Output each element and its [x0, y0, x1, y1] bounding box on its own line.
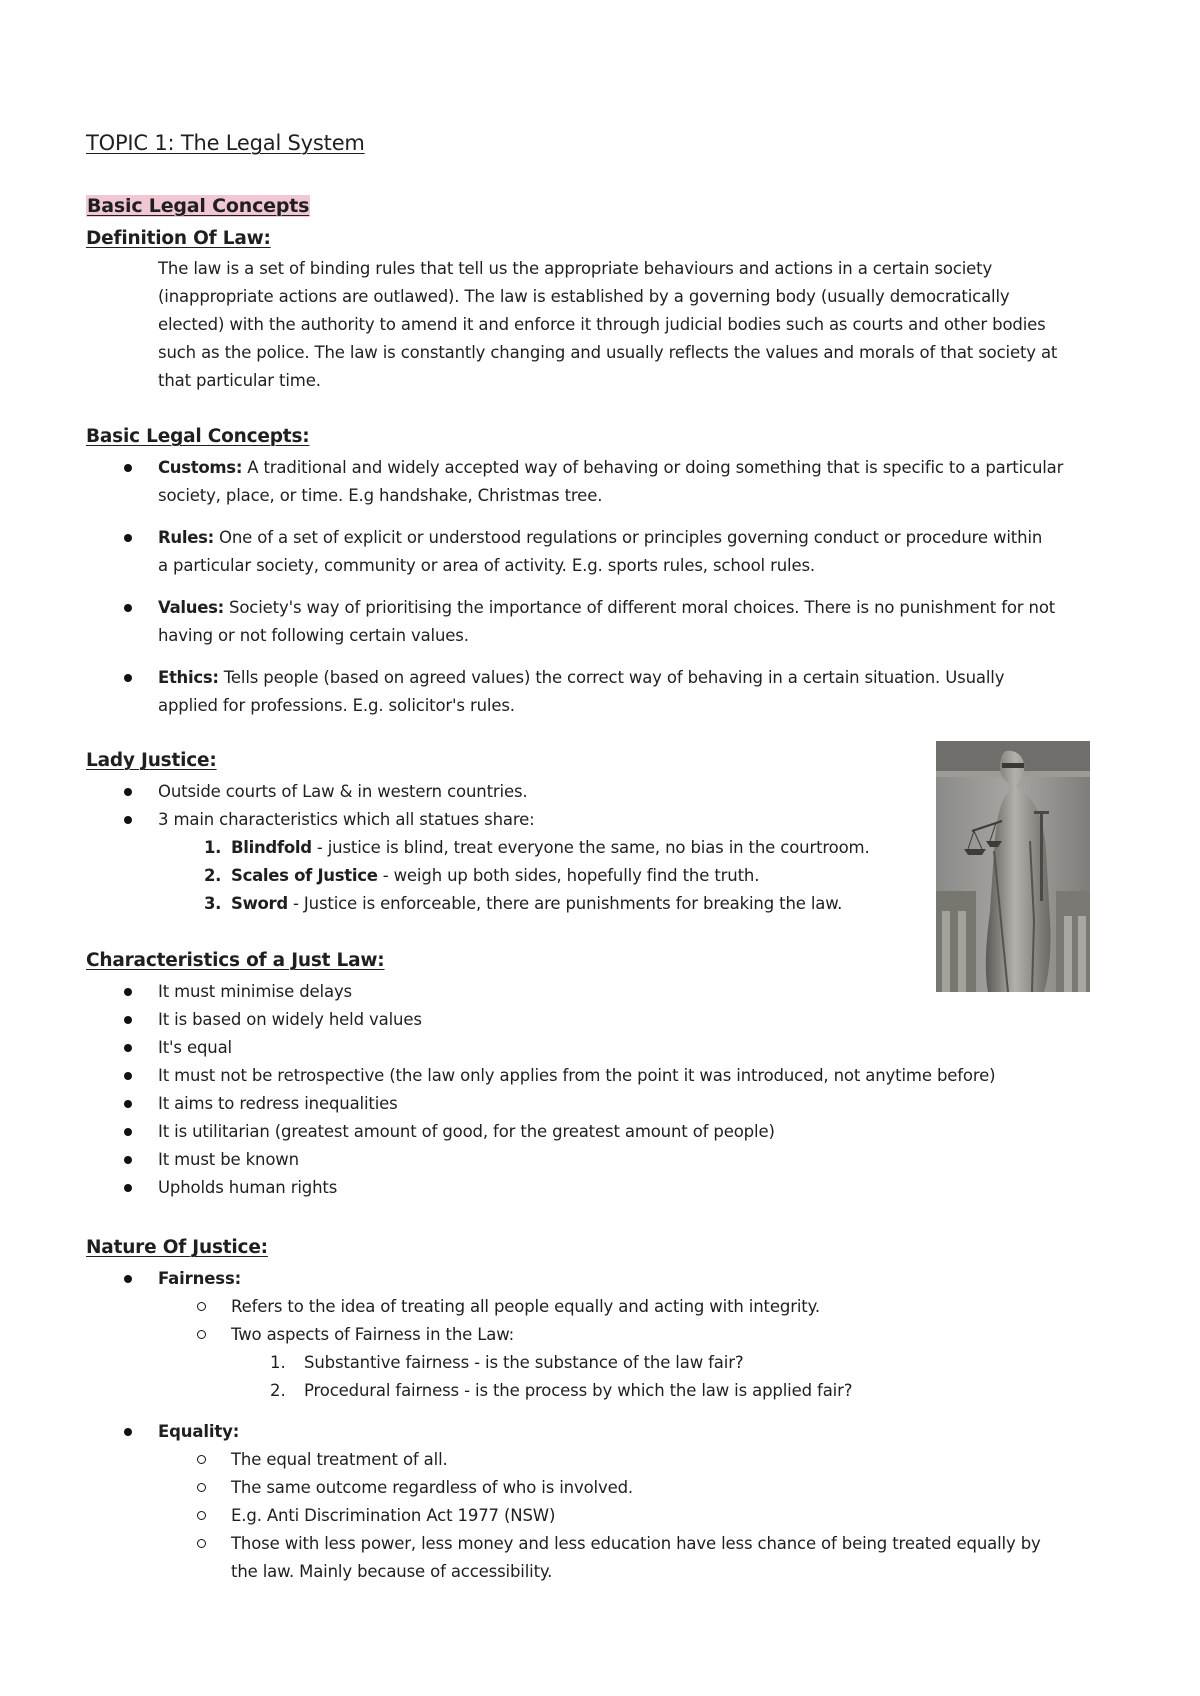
- concept-term: Customs:: [158, 458, 243, 477]
- concept-text-continued: applied for professions. E.g. solicitor's rules.: [158, 696, 515, 715]
- numbered-term: Substantive fairness: [304, 1353, 470, 1372]
- bullet-icon: [124, 1016, 132, 1024]
- equality-sub-item: The equal treatment of all.: [231, 1450, 448, 1469]
- lady-justice-numbered-item: [231, 890, 842, 918]
- equality-sub-item: E.g. Anti Discrimination Act 1977 (NSW): [231, 1506, 556, 1525]
- concepts-heading: Basic Legal Concepts:: [86, 426, 310, 447]
- bullet-icon: [124, 988, 132, 996]
- lady-justice-statue-photo: [936, 741, 1090, 992]
- bullet-icon: [124, 1128, 132, 1136]
- bullet-icon: [124, 1044, 132, 1052]
- bullet-icon: [124, 1156, 132, 1164]
- bullet-icon: [124, 674, 132, 682]
- definition-line: such as the police. The law is constantly changing and usually reflects the values and morals of that society at: [158, 343, 1058, 362]
- just-law-item: It is based on widely held values: [158, 1010, 422, 1029]
- bullet-icon: [124, 604, 132, 612]
- numbered-term: Procedural fairness: [304, 1381, 460, 1400]
- numbered-text: - weigh up both sides, hopefully find the truth.: [377, 866, 760, 885]
- fairness-numbered-item: [304, 1349, 743, 1377]
- lady-justice-bullet: 3 main characteristics which all statues share:: [158, 810, 535, 829]
- just-law-item: It must not be retrospective (the law only applies from the point it was introduced, not anytime before): [158, 1066, 996, 1085]
- fairness-sub-item: Refers to the idea of treating all people equally and acting with integrity.: [231, 1297, 820, 1316]
- section-heading: Basic Legal Concepts: [87, 195, 310, 217]
- just-law-item: It's equal: [158, 1038, 232, 1057]
- bullet-icon: [124, 816, 132, 824]
- concept-text: Society's way of prioritising the importance of different moral choices. There is no punishment for not: [223, 598, 1056, 617]
- list-number: 1.: [204, 838, 222, 857]
- equality-label: Equality:: [158, 1422, 240, 1441]
- bullet-icon: [124, 788, 132, 796]
- just-law-item: Upholds human rights: [158, 1178, 338, 1197]
- numbered-text: - Justice is enforceable, there are punishments for breaking the law.: [287, 894, 843, 913]
- bullet-icon: [124, 1275, 132, 1283]
- fairness-sub-item: Two aspects of Fairness in the Law:: [231, 1325, 515, 1344]
- just-law-heading: Characteristics of a Just Law:: [86, 950, 385, 971]
- bullet-icon: [124, 534, 132, 542]
- definition-heading: Definition Of Law:: [86, 228, 271, 249]
- concept-text: One of a set of explicit or understood regulations or principles governing conduct or procedure within: [213, 528, 1043, 547]
- lady-justice-numbered-item: [231, 834, 870, 862]
- equality-sub-item: Those with less power, less money and less education have less chance of being treated equally by: [231, 1534, 1041, 1553]
- concept-text-continued: society, place, or time. E.g handshake, Christmas tree.: [158, 486, 603, 505]
- definition-line: (inappropriate actions are outlawed). The law is established by a governing body (usually democratically: [158, 287, 1010, 306]
- equality-sub-item-continued: the law. Mainly because of accessibility.: [231, 1562, 553, 1581]
- fairness-label: Fairness:: [158, 1269, 242, 1288]
- numbered-text: - is the substance of the law fair?: [469, 1353, 744, 1372]
- circle-bullet-icon: [197, 1302, 206, 1311]
- concept-text-continued: a particular society, community or area of activity. E.g. sports rules, school rules.: [158, 556, 815, 575]
- lady-justice-bullet: Outside courts of Law & in western countries.: [158, 782, 528, 801]
- definition-paragraph: [158, 255, 1118, 395]
- definition-line: The law is a set of binding rules that tell us the appropriate behaviours and actions in a certain society: [158, 259, 993, 278]
- numbered-term: Blindfold: [231, 838, 312, 857]
- concept-text-continued: having or not following certain values.: [158, 626, 469, 645]
- numbered-text: - justice is blind, treat everyone the same, no bias in the courtroom.: [311, 838, 870, 857]
- concept-term: Values:: [158, 598, 224, 617]
- definition-line: that particular time.: [158, 371, 321, 390]
- bullet-icon: [124, 1100, 132, 1108]
- just-law-item: It is utilitarian (greatest amount of good, for the greatest amount of people): [158, 1122, 775, 1141]
- topic-title: TOPIC 1: The Legal System: [86, 131, 365, 155]
- numbered-text: - is the process by which the law is applied fair?: [459, 1381, 853, 1400]
- bullet-icon: [124, 1072, 132, 1080]
- concept-text: Tells people (based on agreed values) the correct way of behaving in a certain situation. Usually: [218, 668, 1005, 687]
- list-number: 1.: [270, 1353, 286, 1372]
- just-law-item: It must be known: [158, 1150, 299, 1169]
- concept-text: A traditional and widely accepted way of behaving or doing something that is specific to a particular: [242, 458, 1064, 477]
- concept-term: Ethics:: [158, 668, 219, 687]
- list-number: 2.: [270, 1381, 286, 1400]
- equality-sub-item: The same outcome regardless of who is involved.: [231, 1478, 634, 1497]
- bullet-icon: [124, 464, 132, 472]
- list-number: 3.: [204, 894, 222, 913]
- bullet-icon: [124, 1184, 132, 1192]
- circle-bullet-icon: [197, 1539, 206, 1548]
- nature-heading: Nature Of Justice:: [86, 1237, 268, 1258]
- bullet-icon: [124, 1428, 132, 1436]
- circle-bullet-icon: [197, 1330, 206, 1339]
- concept-term: Rules:: [158, 528, 214, 547]
- numbered-term: Sword: [231, 894, 288, 913]
- list-number: 2.: [204, 866, 222, 885]
- circle-bullet-icon: [197, 1483, 206, 1492]
- lady-justice-heading: Lady Justice:: [86, 750, 217, 771]
- circle-bullet-icon: [197, 1455, 206, 1464]
- just-law-item: It must minimise delays: [158, 982, 353, 1001]
- fairness-numbered-item: [304, 1377, 852, 1405]
- circle-bullet-icon: [197, 1511, 206, 1520]
- lady-justice-numbered-item: [231, 862, 759, 890]
- just-law-item: It aims to redress inequalities: [158, 1094, 398, 1113]
- definition-line: elected) with the authority to amend it and enforce it through judicial bodies such as courts and other bodies: [158, 315, 1046, 334]
- numbered-term: Scales of Justice: [231, 866, 378, 885]
